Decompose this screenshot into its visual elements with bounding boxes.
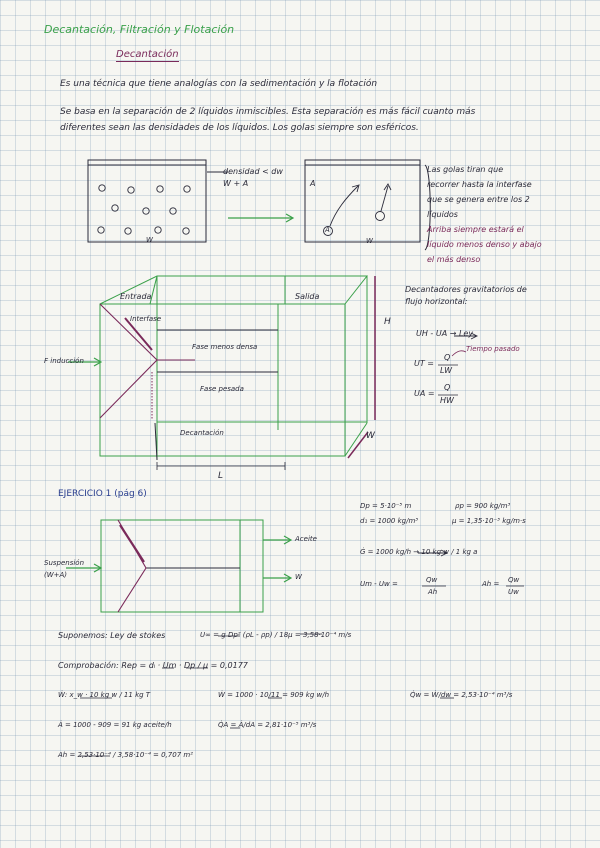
dim-h: H xyxy=(384,317,391,327)
check-equation: Comprobación: Rep = dₗ · Um · Dp / μ = 0,0177 xyxy=(58,661,248,670)
stokes-equation: U∞ = g Dp² (ρL - ρp) / 18μ = 3,58·10⁻⁴ m/s xyxy=(200,631,352,639)
density-label: densidad < dw xyxy=(223,167,283,176)
equation: UH - UA → Ley xyxy=(416,329,474,338)
mixture-box xyxy=(88,160,206,242)
suspension-label: (W+A) xyxy=(44,571,68,579)
green-arrow-1 xyxy=(228,214,293,222)
water-label: W xyxy=(366,237,373,245)
note-line: recorrer hasta la interfase xyxy=(427,180,532,189)
calc-line: Ȧ = 1000 - 909 = 91 kg aceite/h xyxy=(58,721,172,729)
given-value: μ = 1,35·10⁻³ kg/m·s xyxy=(452,517,526,525)
calc-line: Ẇ = 1000 · 10/11 = 909 kg w/h xyxy=(218,691,330,699)
given-value: Ġ = 1000 kg/h → 10 kg w / 1 kg a xyxy=(360,548,478,556)
assumption: Suponemos: Ley de stokes xyxy=(58,631,166,640)
oil-outlet-label: Aceite xyxy=(295,535,317,543)
calc-line: Ah = 2,53·10⁻⁴ / 3,58·10⁻⁴ = 0,707 m² xyxy=(58,751,193,759)
light-phase-label: Fase menos densa xyxy=(192,343,258,351)
dim-l: L xyxy=(218,471,224,481)
dim-w: W xyxy=(366,431,375,441)
equation-num: Qw xyxy=(508,576,520,584)
note-line: el más denso xyxy=(427,255,481,264)
note-line: Decantadores gravitatorios de xyxy=(405,285,527,294)
equation-den: LW xyxy=(440,366,453,375)
particle-dots xyxy=(98,185,190,234)
equation-den: Ah xyxy=(428,588,438,596)
suspension-label: Suspensión xyxy=(44,559,85,567)
tank-outline xyxy=(100,276,367,460)
equation-lhs: UT = xyxy=(414,359,434,368)
note-line: flujo horizontal: xyxy=(405,297,468,306)
note-line: que se genera entre los 2 xyxy=(427,195,530,204)
note-line: Arriba siempre estará el xyxy=(427,225,524,234)
equation-den: HW xyxy=(440,396,454,405)
note-line: líquido menos denso y abajo xyxy=(427,240,542,249)
note-line: líquidos xyxy=(427,210,458,219)
outlet-label: Salida xyxy=(295,292,320,301)
exercise-heading: EJERCICIO 1 (pág 6) xyxy=(58,489,147,499)
calc-line: Ẇ: x_w · 10 kg w / 11 kg T xyxy=(58,691,151,699)
heavy-phase-label: Fase pesada xyxy=(200,385,244,393)
equation-num: Qw xyxy=(426,576,438,584)
equation-lhs: Ah = xyxy=(482,580,500,588)
oil-label: A xyxy=(310,179,316,188)
separated-box xyxy=(305,160,420,242)
mixture-label: W + A xyxy=(223,179,249,188)
note-line: Las golas tiran que xyxy=(427,165,504,174)
decant-zone-label: Decantación xyxy=(180,429,224,437)
inlet-label: Entrada xyxy=(120,292,152,301)
given-value: ρp = 900 kg/m³ xyxy=(455,502,511,510)
calc-line: Q̇w = Ẇ/dw = 2,53·10⁻⁴ m³/s xyxy=(410,691,513,699)
page-title: Decantación, Filtración y Flotación xyxy=(44,23,235,36)
feed-label: F inducción xyxy=(44,357,84,365)
section-heading-decantacion: Decantación xyxy=(116,49,179,60)
equation-den: Uw xyxy=(508,588,519,596)
annotation: Tiempo pasado xyxy=(466,345,520,353)
water-label: W xyxy=(146,236,153,244)
given-value: Dp = 5·10⁻⁵ m xyxy=(360,502,412,510)
drop-letter: A xyxy=(325,226,330,234)
equation-lhs: Um - Uw = xyxy=(360,580,398,588)
equation-num: Q xyxy=(444,353,451,362)
equation-lhs: UA = xyxy=(414,389,435,398)
text-line: Se basa en la separación de 2 líquidos inmiscibles. Esta separación es más fácil cuanto más xyxy=(60,107,476,117)
water-outlet-label: W xyxy=(295,573,302,581)
interface-label: Interfase xyxy=(130,315,162,323)
text-line: Es una técnica que tiene analogías con la sedimentación y la flotación xyxy=(60,79,378,89)
given-value: d₁ = 1000 kg/m³ xyxy=(360,517,419,525)
equation-num: Q xyxy=(444,383,451,392)
text-line: diferentes sean las densidades de los líquidos. Los golas siempre son esféricos. xyxy=(60,123,419,133)
calc-line: Q̇A = Ȧ/dA = 2,81·10⁻⁵ m³/s xyxy=(218,721,317,729)
